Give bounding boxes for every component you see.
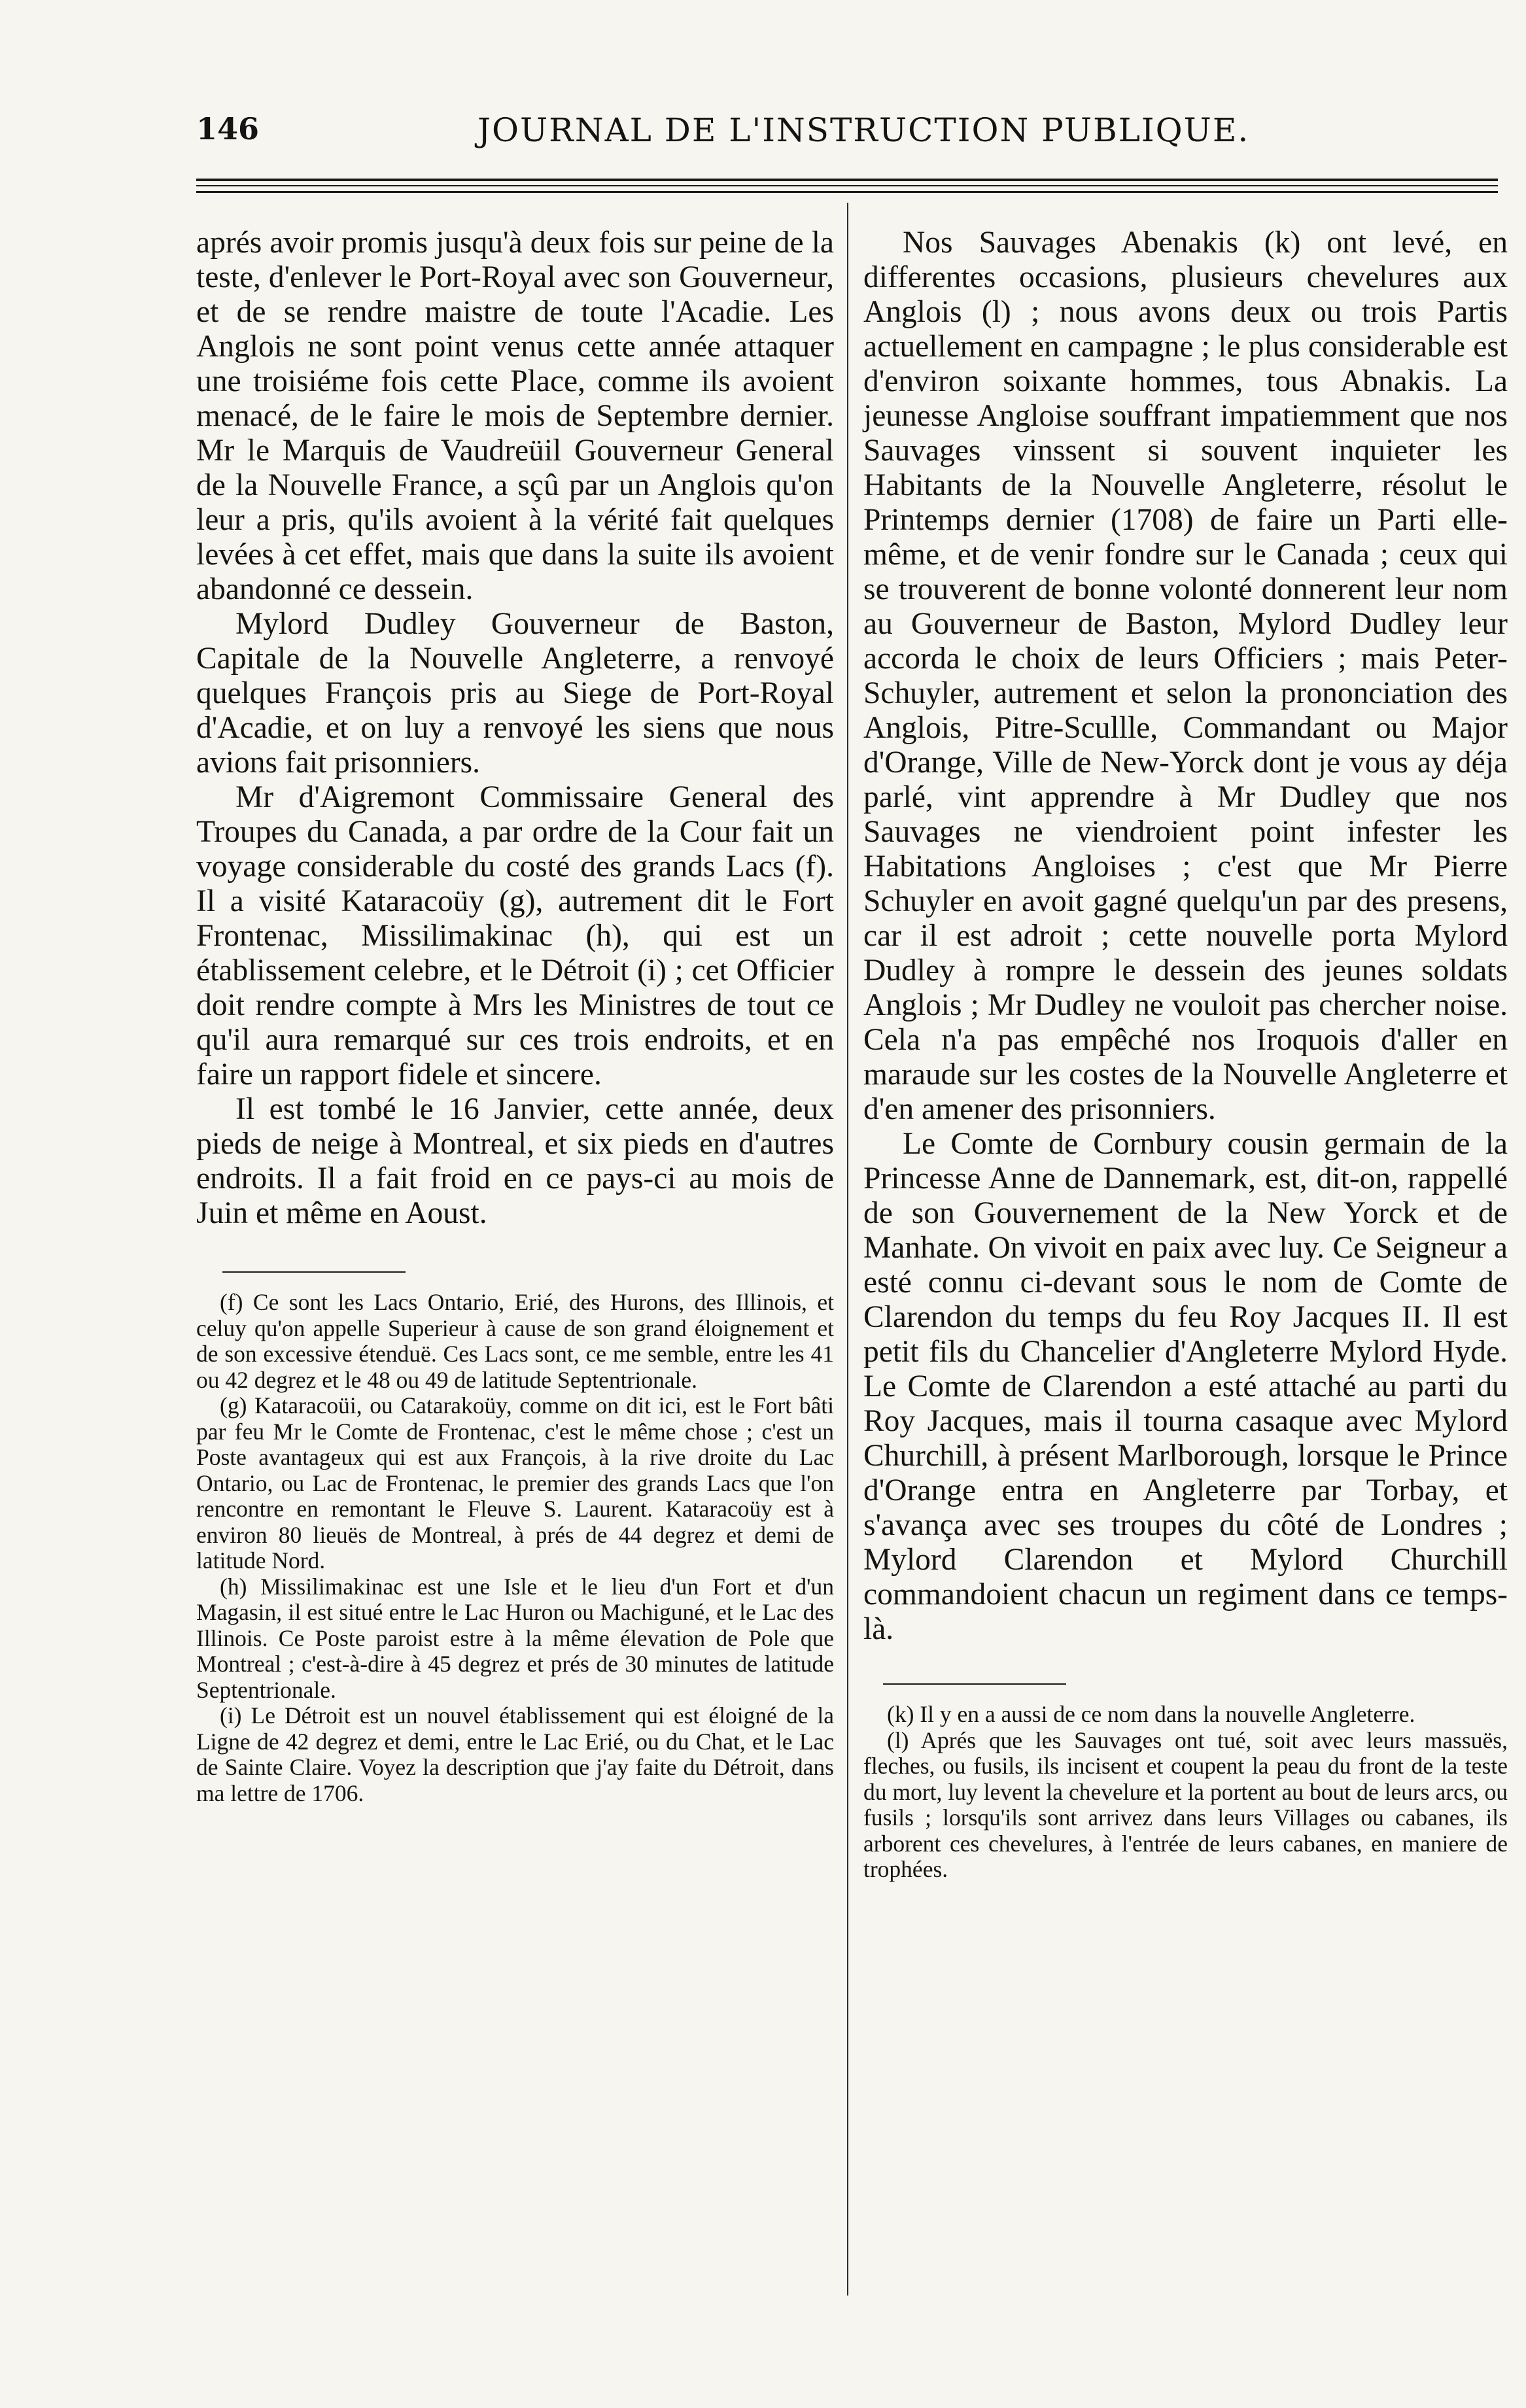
running-title: JOURNAL DE L'INSTRUCTION PUBLIQUE. [477, 111, 1250, 149]
column-divider [847, 203, 848, 2296]
footnote: (k) Il y en a aussi de ce nom dans la nouvelle Angleterre. [887, 1701, 1415, 1727]
footnote: (i) Le Détroit est un nouvel établissement qui est éloigné de la Ligne de 42 degrez et demi, entre le Lac Erié, ou du Chat, et le Lac de Sainte Claire. Voyez la description que j'ay faite du Détroit, dans ma lettre de 1706. [196, 1702, 834, 1806]
page-number: 146 [196, 111, 260, 146]
body-paragraph: aprés avoir promis jusqu'à deux fois sur peine de la teste, d'enlever le Port-Royal avec son Gouverneur, et de se rendre maistre de toute l'Acadie. Les Anglois ne sont point venus cette année attaquer une troisiéme fois cette Place, comme ils avoient menacé, de le faire le mois de Septembre dernier. Mr le Marquis de Vaudreüil Gouverneur General de la Nouvelle France, a sçû par un Anglois qu'on leur a pris, qu'ils avoient à la vérité fait quelques levées à cet effet, mais que dans la suite ils avoient abandonné ce dessein. [196, 226, 834, 606]
header-rule-thin [196, 185, 1498, 186]
footnote: (h) Missilimakinac est une Isle et le lieu d'un Fort et d'un Magasin, il est situé entre le Lac Huron ou Machiguné, et le Lac des Illinois. Ce Poste paroist estre à la même élevation de Pole que Montreal ; c'est-à-dire à 45 degrez et prés de 30 minutes de latitude Septentrionale. [196, 1573, 834, 1703]
footnote-rule [222, 1271, 406, 1273]
left-footnotes [196, 1290, 834, 1806]
right-body-text [863, 226, 1508, 1647]
footnote: (f) Ce sont les Lacs Ontario, Erié, des Hurons, des Illinois, et celuy qu'on appelle Superieur à cause de son grand éloignement et de son excessive étenduë. Ces Lacs sont, ce me semble, entre les 41 ou 42 degrez et le 48 ou 49 de latitude Septentrionale. [196, 1289, 834, 1393]
page-header [196, 111, 1498, 170]
body-paragraph: Il est tombé le 16 Janvier, cette année, deux pieds de neige à Montreal, et six pieds en d'autres endroits. Il a fait froid en ce pays-ci au mois de Juin et même en Aoust. [196, 1092, 834, 1230]
body-paragraph: Mylord Dudley Gouverneur de Baston, Capitale de la Nouvelle Angleterre, a renvoyé quelques François pris au Siege de Port-Royal d'Acadie, et on luy a renvoyé les siens que nous avions fait prisonniers. [196, 607, 834, 780]
header-rule-bottom [196, 191, 1498, 193]
right-footnotes [863, 1702, 1508, 1883]
body-paragraph: Mr d'Aigremont Commissaire General des Troupes du Canada, a par ordre de la Cour fait un voyage considerable du costé des grands Lacs (f). Il a visité Kataracoüy (g), autrement dit le Fort Frontenac, Missilimakinac (h), qui est un établissement celebre, et le Détroit (i) ; cet Officier doit rendre compte à Mrs les Ministres de tout ce qu'il aura remarqué sur ces trois endroits, et en faire un rapport fidele et sincere. [196, 780, 834, 1092]
left-column [196, 226, 834, 1806]
right-column [863, 226, 1508, 1883]
footnote: (l) Aprés que les Sauvages ont tué, soit avec leurs massuës, fleches, ou fusils, ils incisent et coupent la peau du front de la teste du mort, luy levent la chevelure et la portent au bout de leurs arcs, ou fusils ; lorsqu'ils sont arrivez dans leurs Villages ou cabanes, ils arborent ces chevelures, à l'entrée de leurs cabanes, en maniere de trophées. [863, 1727, 1508, 1882]
header-rule-thick [196, 179, 1498, 181]
body-paragraph: Le Comte de Cornbury cousin germain de la Princesse Anne de Dannemark, est, dit-on, rappellé de son Gouvernement de la New Yorck et de Manhate. On vivoit en paix avec luy. Ce Seigneur a esté connu ci-devant sous le nom de Comte de Clarendon du temps du feu Roy Jacques II. Il est petit fils du Chancelier d'Angleterre Mylord Hyde. Le Comte de Clarendon a esté attaché au parti du Roy Jacques, mais il tourna casaque avec Mylord Churchill, à présent Marlborough, lorsque le Prince d'Orange entra en Angleterre par Torbay, et s'avança avec ses troupes du côté de Londres ; Mylord Clarendon et Mylord Churchill commandoient chacun un regiment dans ce temps-là. [863, 1127, 1508, 1646]
footnote: (g) Kataracoüi, ou Catarakoüy, comme on dit ici, est le Fort bâti par feu Mr le Comte de Frontenac, c'est le même chose ; c'est un Poste avantageux qui est aux François, à la rive droite du Lac Ontario, ou Lac de Frontenac, le premier des grands Lacs que l'on rencontre en remontant le Fleuve S. Laurent. Kataracoüy est à environ 80 lieuës de Montreal, à prés de 44 degrez et demi de latitude Nord. [196, 1392, 834, 1574]
footnote-rule [883, 1683, 1066, 1685]
left-body-text [196, 226, 834, 1231]
body-paragraph: Nos Sauvages Abenakis (k) ont levé, en differentes occasions, plusieurs chevelures aux Anglois (l) ; nous avons deux ou trois Partis actuellement en campagne ; le plus considerable est d'environ soixante hommes, tous Abnakis. La jeunesse Angloise souffrant impatiemment que nos Sauvages vinssent si souvent inquieter les Habitants de la Nouvelle Angleterre, résolut le Printemps dernier (1708) de faire un Parti elle-même, et de venir fondre sur le Canada ; ceux qui se trouverent de bonne volonté donnerent leur nom au Gouverneur de Baston, Mylord Dudley leur accorda le choix de leurs Officiers ; mais Peter-Schuyler, autrement et selon la prononciation des Anglois, Pitre-Scullle, Commandant ou Major d'Orange, Ville de New-Yorck dont je vous ay déja parlé, vint apprendre à Mr Dudley que nos Sauvages ne viendroient point infester les Habitations Angloises ; c'est que Mr Pierre Schuyler en avoit gagné quelqu'un par des presens, car il est adroit ; cette nouvelle porta Mylord Dudley à rompre le dessein des jeunes soldats Anglois ; Mr Dudley ne vouloit pas chercher noise. Cela n'a pas empêché nos Iroquois d'aller en maraude sur les costes de la Nouvelle Angleterre et d'en amener des prisonniers. [863, 226, 1508, 1126]
